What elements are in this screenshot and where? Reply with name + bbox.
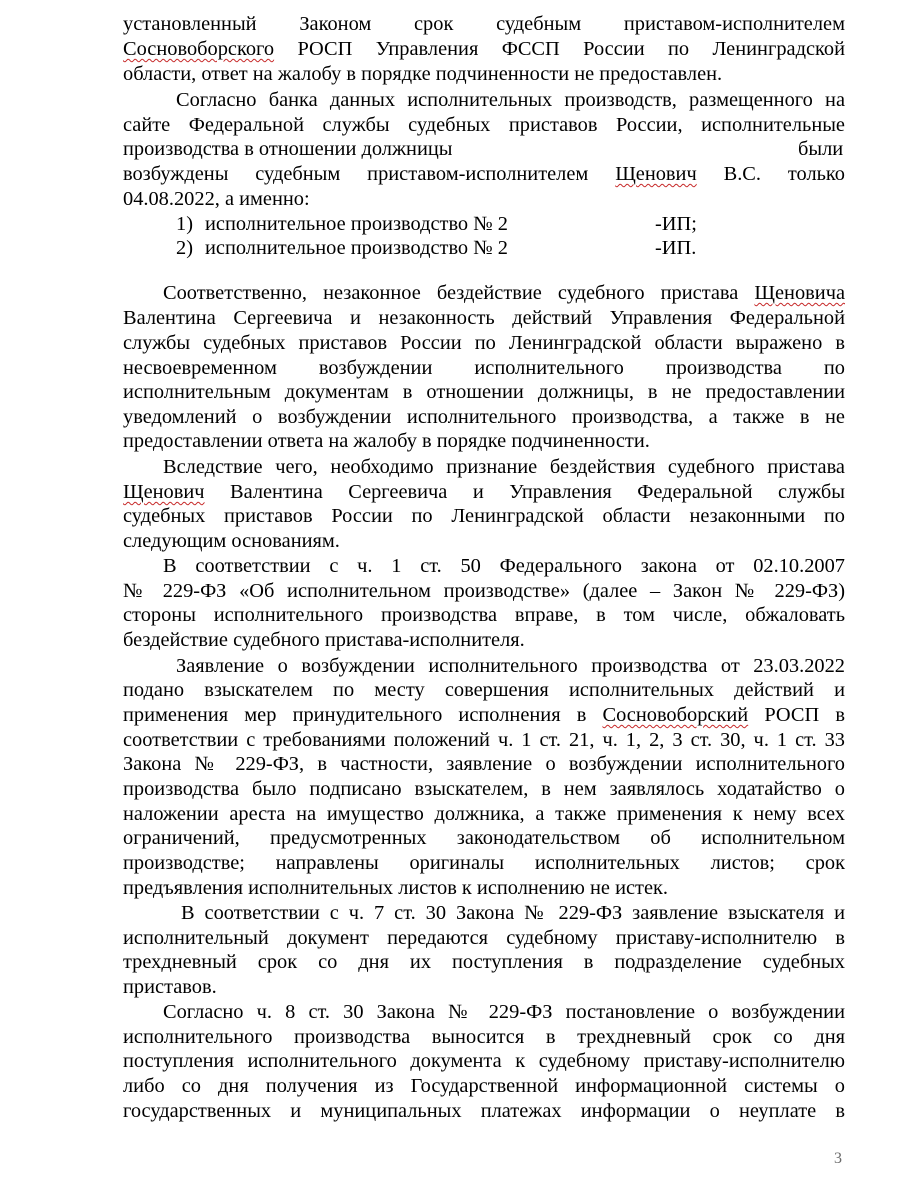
text-line: сайте Федеральной службы судебных приставов России, исполнительные <box>123 114 845 136</box>
list-item-text: исполнительное производство № 2 <box>205 237 508 259</box>
spellcheck-word: Щенович <box>123 481 205 503</box>
text-line: Согласно ч. 8 ст. 30 Закона № 229-ФЗ постановление о возбуждении <box>163 1001 845 1023</box>
text-line: № 229-ФЗ «Об исполнительном производстве» (далее – Закон № 229-ФЗ) <box>123 580 845 602</box>
text-line: либо со дня получения из Государственной информационной системы о <box>123 1075 845 1097</box>
text-line: бездействие судебного пристава-исполнителя. <box>123 629 525 651</box>
text-line: подано взыскателем по месту совершения исполнительных действий и <box>123 679 845 701</box>
text-line: поступления исполнительного документа к судебному приставу-исполнителю <box>123 1050 845 1072</box>
text-line: В соответствии с ч. 7 ст. 30 Закона № 229-ФЗ заявление взыскателя и <box>181 902 845 924</box>
text-line: Щенович Валентина Сергеевича и Управления Федеральной службы <box>123 481 845 503</box>
list-item-text: исполнительное производство № 2 <box>205 213 508 235</box>
text-line: установленный Законом срок судебным приставом-исполнителем <box>123 13 845 35</box>
text-line: трехдневный срок со дня их поступления в подразделение судебных <box>123 951 845 973</box>
list-item-number: 1) <box>176 213 193 235</box>
text-line: Сосновоборского РОСП Управления ФССП России по Ленинградской <box>123 38 845 60</box>
list-item-number: 2) <box>176 237 193 259</box>
text-line: Закона № 229-ФЗ, в частности, заявление о возбуждении исполнительного <box>123 753 845 775</box>
text-line: соответствии с требованиями положений ч. 1 ст. 21, ч. 1, 2, 3 ст. 30, ч. 1 ст. 33 <box>123 729 845 751</box>
text-line: исполнительного производства выносится в трехдневный срок со дня <box>123 1026 845 1048</box>
text-line: уведомлений о возбуждении исполнительного производства, а также в не <box>123 406 845 428</box>
text-line: следующим основаниям. <box>123 530 340 552</box>
text-line: производства было подписано взыскателем, в нем заявлялось ходатайство о <box>123 778 845 800</box>
text-fragment: были <box>798 138 844 160</box>
text-fragment: производства в отношении должницы <box>123 138 453 160</box>
text-line: Согласно банка данных исполнительных производств, размещенного на <box>176 89 845 111</box>
text-line: государственных и муниципальных платежах информации о неуплате в <box>123 1100 845 1122</box>
text-line: судебных приставов России по Ленинградской области незаконными по <box>123 505 845 527</box>
text-line: ограничений, предусмотренных законодательством об исполнительном <box>123 827 845 849</box>
text-line: области, ответ на жалобу в порядке подчиненности не предоставлен. <box>123 63 723 85</box>
list-item-suffix: -ИП. <box>655 237 697 259</box>
spellcheck-word: Сосновоборского <box>123 38 275 60</box>
text-line: применения мер принудительного исполнения в Сосновоборский РОСП в <box>123 704 845 726</box>
text-line: Валентина Сергеевича и незаконность действий Управления Федеральной <box>123 307 845 329</box>
list-item-suffix: -ИП; <box>655 213 697 235</box>
text-line: стороны исполнительного производства вправе, в том числе, обжаловать <box>123 604 845 626</box>
text-line: производстве; направлены оригиналы исполнительных листов; срок <box>123 852 845 874</box>
text-line: исполнительный документ передаются судебному приставу-исполнителю в <box>123 927 845 949</box>
text-line: исполнительным документам в отношении должницы, в не предоставлении <box>123 381 845 403</box>
page-number: 3 <box>834 1150 842 1167</box>
text-line: Вследствие чего, необходимо признание бездействия судебного пристава <box>163 456 845 478</box>
text-line: Заявление о возбуждении исполнительного производства от 23.03.2022 <box>176 655 845 677</box>
spellcheck-word: Сосновоборский <box>602 704 749 726</box>
text-line: службы судебных приставов России по Ленинградской области выражено в <box>123 332 845 354</box>
text-line: возбуждены судебным приставом-исполнителем Щенович В.С. только <box>123 163 845 185</box>
spellcheck-word: Щеновича <box>754 282 845 304</box>
text-line: наложении ареста на имущество должника, а также применения к нему всех <box>123 803 845 825</box>
text-line: приставов. <box>123 976 217 998</box>
text-line: несвоевременном возбуждении исполнительного производства по <box>123 357 845 379</box>
spellcheck-word: Щенович <box>615 163 697 185</box>
text-line: Соответственно, незаконное бездействие судебного пристава Щеновича <box>163 282 845 304</box>
text-line: В соответствии с ч. 1 ст. 50 Федерального закона от 02.10.2007 <box>163 555 845 577</box>
text-line: 04.08.2022, а именно: <box>123 188 310 210</box>
text-line: предъявления исполнительных листов к исполнению не истек. <box>123 877 669 899</box>
text-line: предоставлении ответа на жалобу в порядке подчиненности. <box>123 430 650 452</box>
